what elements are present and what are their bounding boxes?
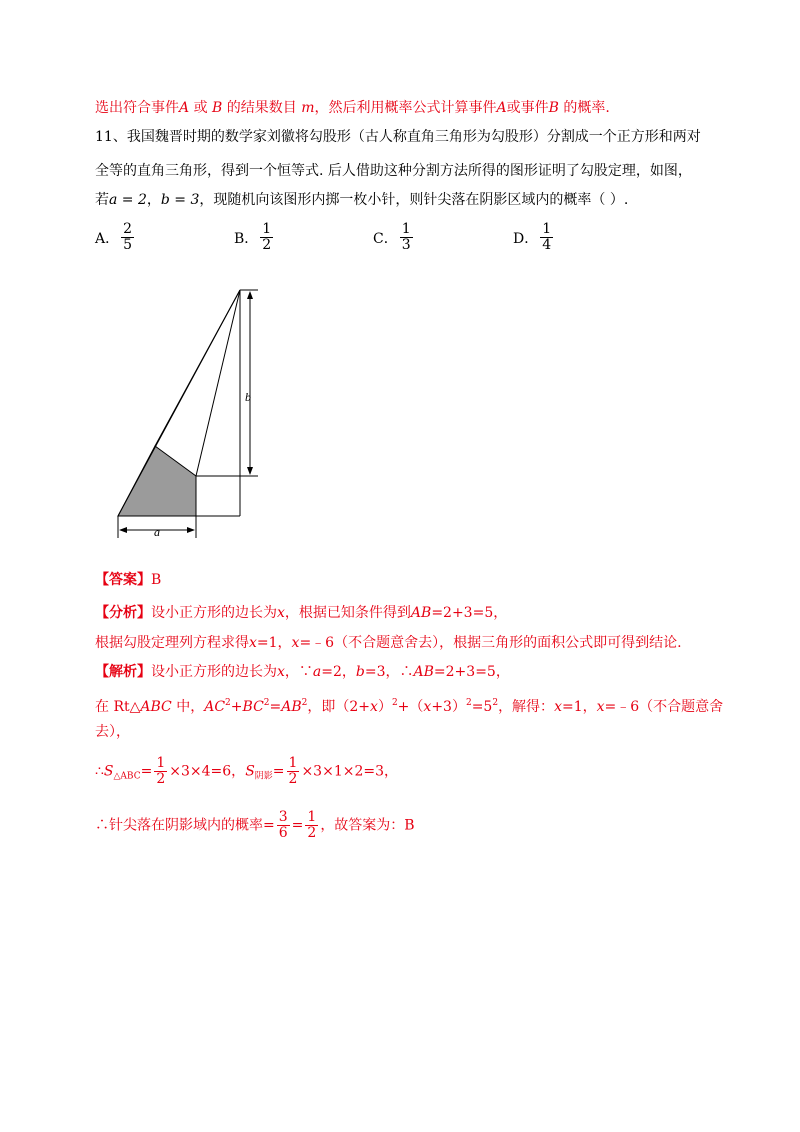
option-d-label: D． — [513, 230, 539, 247]
question-line-3-tail: ，现随机向该图形内掷一枚小针，则针尖落在阴影区域内的概率（ ）. — [199, 192, 629, 208]
sup-2: 2 — [225, 698, 231, 708]
var-x-2: x — [249, 635, 257, 651]
var-S-2: S — [245, 763, 255, 780]
half-num: 1 — [156, 755, 166, 771]
area-shaded: ×3×1×2=3， — [301, 763, 399, 780]
var-BC: BC — [242, 699, 264, 715]
intro-text-5: 的概率. — [558, 100, 610, 116]
solution-line-5 — [95, 810, 415, 841]
f1-num: 3 — [278, 809, 288, 825]
var-B: B — [212, 100, 223, 116]
final-answer: ，故答案为：B — [320, 817, 415, 834]
analysis-line-2 — [95, 633, 682, 653]
var-x-6: x — [423, 699, 432, 715]
sol-text-1: 设小正方形的边长为 — [151, 664, 277, 680]
var-B-2: B — [548, 100, 559, 116]
sup-2e: 2 — [465, 698, 472, 708]
question-if: 若 — [95, 192, 109, 208]
eq-3: = — [291, 817, 304, 834]
option-b-den: 2 — [262, 237, 272, 253]
var-b: b — [355, 664, 365, 680]
analysis-text-3: =2+3=5， — [431, 605, 508, 621]
eq-2: = — [272, 763, 285, 780]
b-equals: b = 3 — [160, 192, 200, 208]
option-a-fraction — [121, 222, 134, 253]
half-den-2: 2 — [288, 771, 298, 787]
shaded-region — [118, 446, 196, 516]
eq-1: = — [140, 763, 153, 780]
var-ABC: ABC — [140, 699, 172, 715]
sol-text-10: +（ — [397, 699, 424, 715]
solution-line-3: 去）， — [95, 724, 130, 740]
half-fraction — [154, 756, 167, 787]
option-c-den: 3 — [401, 237, 411, 253]
hypotenuse-line — [118, 290, 240, 516]
therefore-1: ∴ — [95, 763, 104, 780]
analysis-text-2: ，根据已知条件得到 — [284, 605, 411, 621]
sol-text-5: =2+3=5， — [433, 664, 510, 680]
f2-den: 2 — [307, 825, 317, 841]
answer-value: B — [151, 572, 162, 588]
var-x-8: x — [596, 699, 605, 715]
option-c-label: C． — [373, 230, 398, 247]
analysis-text-6: =﹣6（不合题意舍去），根据三角形的面积公式即可得到结论. — [299, 635, 682, 651]
sol-text-8: ，即（2+ — [307, 699, 371, 715]
a-arrow-right — [187, 527, 195, 533]
var-AC: AC — [204, 699, 226, 715]
option-c-fraction — [400, 222, 413, 253]
sol-text-11: +3） — [431, 699, 466, 715]
question-line-2: 全等的直角三角形，得到一个恒等式. 后人借助这种分割方法所得的图形证明了勾股定理，如图， — [95, 163, 692, 179]
var-x-3: x — [291, 635, 300, 651]
f1-den: 6 — [278, 825, 288, 841]
var-a: a — [312, 664, 322, 680]
sol-text-2: ，∵ — [284, 664, 313, 680]
answer-line — [95, 570, 161, 590]
option-a-den: 5 — [123, 237, 133, 253]
sub-abc: △ABC — [113, 771, 141, 782]
sup-2b: 2 — [263, 698, 270, 708]
solution-line-1 — [95, 662, 510, 682]
intro-text-4: 或事件 — [506, 100, 549, 116]
sol-text-6: 在 Rt△ — [95, 699, 141, 715]
label-b: b — [245, 390, 251, 404]
var-x-7: x — [554, 699, 562, 715]
option-a[interactable] — [95, 222, 136, 253]
sol-text-12: =5 — [471, 699, 493, 715]
plus: + — [230, 699, 243, 715]
frac-1-2 — [305, 810, 318, 841]
sub-shaded: 阴影 — [254, 771, 273, 782]
option-d[interactable] — [513, 222, 555, 253]
sup-2c: 2 — [301, 698, 308, 708]
analysis-text-1: 设小正方形的边长为 — [151, 605, 277, 621]
var-AB: AB — [410, 605, 432, 621]
analysis-text-4: 根据勾股定理列方程求得 — [95, 635, 249, 651]
analysis-text-5: =1， — [256, 635, 292, 651]
b-arrow-bottom — [247, 467, 253, 475]
option-a-label: A． — [95, 230, 120, 247]
f2-num: 1 — [307, 809, 317, 825]
analysis-tag: 【分析】 — [95, 605, 151, 621]
sup-2d: 2 — [391, 698, 398, 708]
comma: ， — [146, 192, 161, 208]
label-a: a — [154, 525, 160, 539]
frac-3-6 — [277, 810, 290, 841]
var-m: m — [301, 100, 315, 116]
solution-tag: 【解析】 — [95, 664, 151, 680]
sol-text-7: 中， — [171, 699, 205, 715]
intro-or: 或 — [189, 100, 213, 116]
intro-text: 选出符合事件 — [95, 100, 179, 116]
half-fraction-2 — [287, 756, 300, 787]
question-line-3 — [95, 190, 628, 210]
answer-tag: 【答案】 — [95, 572, 151, 588]
half-den: 2 — [156, 771, 166, 787]
intro-line — [95, 98, 610, 118]
option-b-label: B． — [234, 230, 259, 247]
half-num-2: 1 — [288, 755, 298, 771]
option-d-den: 4 — [542, 237, 552, 253]
var-AB-2: AB — [413, 664, 434, 680]
var-AB-3: AB — [281, 699, 302, 715]
option-c-num: 1 — [401, 221, 411, 237]
option-a-num: 2 — [123, 221, 133, 237]
intro-text-3: ，然后利用概率公式计算事件 — [314, 100, 497, 116]
option-b[interactable] — [234, 222, 275, 253]
sol-text-4: =3，∴ — [364, 664, 414, 680]
option-c[interactable] — [373, 222, 415, 253]
inner-line-1 — [155, 290, 240, 446]
option-d-fraction — [540, 222, 553, 253]
b-arrow-top — [247, 291, 253, 299]
sol-text-9: ） — [377, 699, 392, 715]
intro-text-2: 的结果数目 — [222, 100, 297, 116]
option-d-num: 1 — [542, 221, 552, 237]
question-line-1: 11、我国魏晋时期的数学家刘徽将勾股形（古人称直角三角形为勾股形）分割成一个正方形和两对 — [95, 129, 701, 145]
sup-2f: 2 — [492, 698, 499, 708]
var-x: x — [277, 605, 285, 621]
var-x-5: x — [370, 699, 378, 715]
var-S: S — [103, 763, 114, 780]
var-x-4: x — [277, 664, 285, 680]
sol-text-3: =2， — [321, 664, 356, 680]
var-A-2: A — [496, 100, 507, 116]
sol-text-15: =﹣6（不合题意舍 — [604, 699, 724, 715]
prob-text: ∴针尖落在阴影域内的概率= — [95, 817, 275, 834]
inner-line-2 — [196, 290, 240, 476]
equals: = — [269, 699, 282, 715]
sol-text-13: ，解得： — [498, 699, 555, 715]
analysis-line-1 — [95, 603, 507, 623]
var-A: A — [179, 100, 190, 116]
option-b-fraction — [260, 222, 273, 253]
area-abc: ×3×4=6， — [169, 763, 246, 780]
sol-text-14: =1， — [561, 699, 597, 715]
a-equals: a = 2 — [109, 192, 147, 208]
solution-line-4 — [95, 756, 398, 787]
option-b-num: 1 — [262, 221, 272, 237]
solution-line-2 — [95, 693, 723, 717]
a-arrow-left — [119, 527, 127, 533]
